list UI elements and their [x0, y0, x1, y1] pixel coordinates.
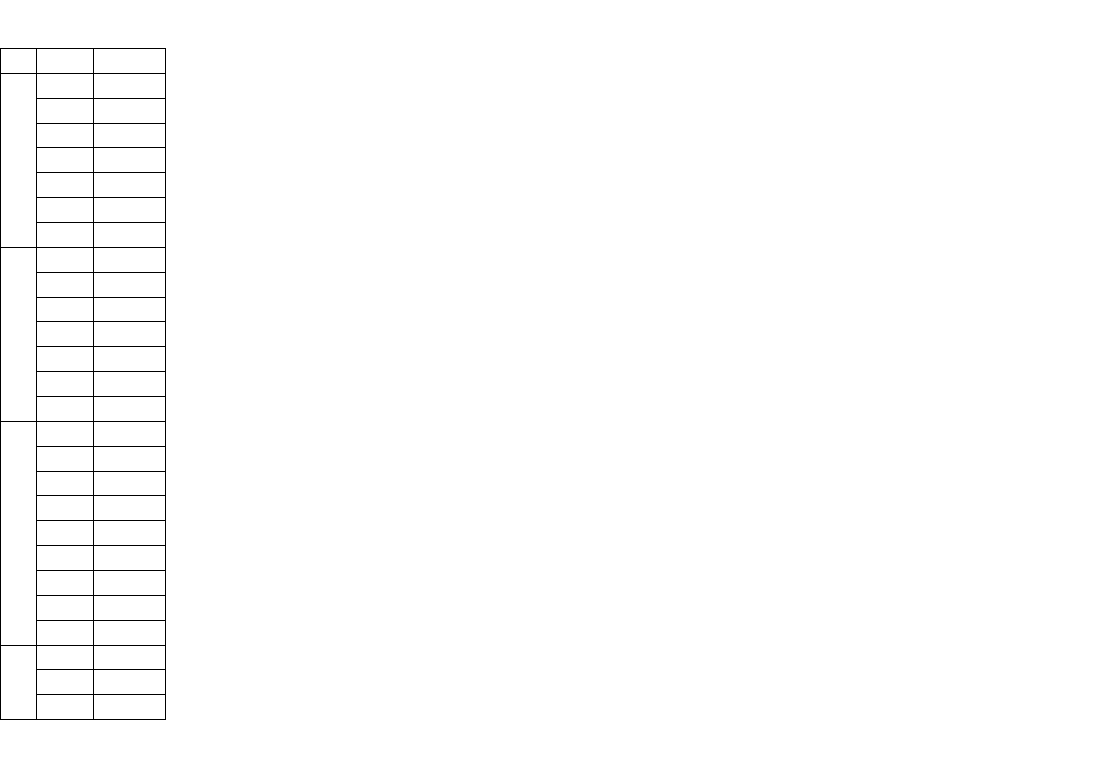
phone-cell [93, 123, 165, 148]
phone-cell [93, 247, 165, 272]
phone-cell [93, 223, 165, 248]
table-row [1, 471, 1115, 496]
phone-cell [93, 521, 165, 546]
phone-cell [93, 297, 165, 322]
name-cell [37, 496, 93, 521]
name-cell [37, 571, 93, 596]
phone-cell [93, 620, 165, 645]
phone-cell [93, 695, 165, 720]
dept-cell [1, 645, 37, 720]
phone-cell [93, 98, 165, 123]
table-row [1, 595, 1115, 620]
table-row [1, 98, 1115, 123]
name-cell [37, 471, 93, 496]
phone-cell [93, 173, 165, 198]
table-row [1, 421, 1115, 446]
phone-cell [93, 571, 165, 596]
name-cell [37, 223, 93, 248]
name-cell [37, 173, 93, 198]
name-cell [37, 620, 93, 645]
name-cell [37, 198, 93, 223]
table-row [1, 322, 1115, 347]
phone-directory-table [0, 48, 1115, 720]
header-row [1, 49, 1115, 74]
table-row [1, 620, 1115, 645]
phone-cell [93, 446, 165, 471]
table-row [1, 496, 1115, 521]
name-cell [37, 645, 93, 670]
header-name [37, 49, 93, 74]
table-row [1, 247, 1115, 272]
name-cell [37, 546, 93, 571]
table-row [1, 297, 1115, 322]
table-row [1, 347, 1115, 372]
phone-cell [93, 421, 165, 446]
page-title [0, 0, 1115, 48]
table-row [1, 571, 1115, 596]
name-cell [37, 397, 93, 422]
phone-cell [93, 272, 165, 297]
table-row [1, 123, 1115, 148]
name-cell [37, 347, 93, 372]
name-cell [37, 322, 93, 347]
name-cell [37, 73, 93, 98]
table-row [1, 73, 1115, 98]
name-cell [37, 372, 93, 397]
name-cell [37, 297, 93, 322]
phone-cell [93, 322, 165, 347]
dept-cell [1, 247, 37, 421]
dept-cell [1, 73, 37, 247]
header-dept [1, 49, 37, 74]
name-cell [37, 521, 93, 546]
phone-cell [93, 645, 165, 670]
name-cell [37, 421, 93, 446]
phone-cell [93, 198, 165, 223]
header-phone [93, 49, 165, 74]
phone-cell [93, 670, 165, 695]
name-cell [37, 595, 93, 620]
table-row [1, 372, 1115, 397]
phone-cell [93, 595, 165, 620]
name-cell [37, 446, 93, 471]
table-row [1, 670, 1115, 695]
name-cell [37, 247, 93, 272]
phone-cell [93, 347, 165, 372]
phone-cell [93, 148, 165, 173]
table-row [1, 546, 1115, 571]
phone-cell [93, 73, 165, 98]
name-cell [37, 272, 93, 297]
phone-cell [93, 471, 165, 496]
name-cell [37, 695, 93, 720]
phone-cell [93, 372, 165, 397]
name-cell [37, 98, 93, 123]
dept-cell [1, 421, 37, 645]
table-row [1, 695, 1115, 720]
table-row [1, 272, 1115, 297]
table-row [1, 446, 1115, 471]
phone-cell [93, 496, 165, 521]
table-row [1, 198, 1115, 223]
table-row [1, 521, 1115, 546]
phone-cell [93, 546, 165, 571]
name-cell [37, 670, 93, 695]
name-cell [37, 123, 93, 148]
name-cell [37, 148, 93, 173]
table-row [1, 223, 1115, 248]
table-row [1, 645, 1115, 670]
table-row [1, 148, 1115, 173]
phone-directory [0, 48, 1115, 761]
table-row [1, 173, 1115, 198]
phone-cell [93, 397, 165, 422]
table-row [1, 397, 1115, 422]
